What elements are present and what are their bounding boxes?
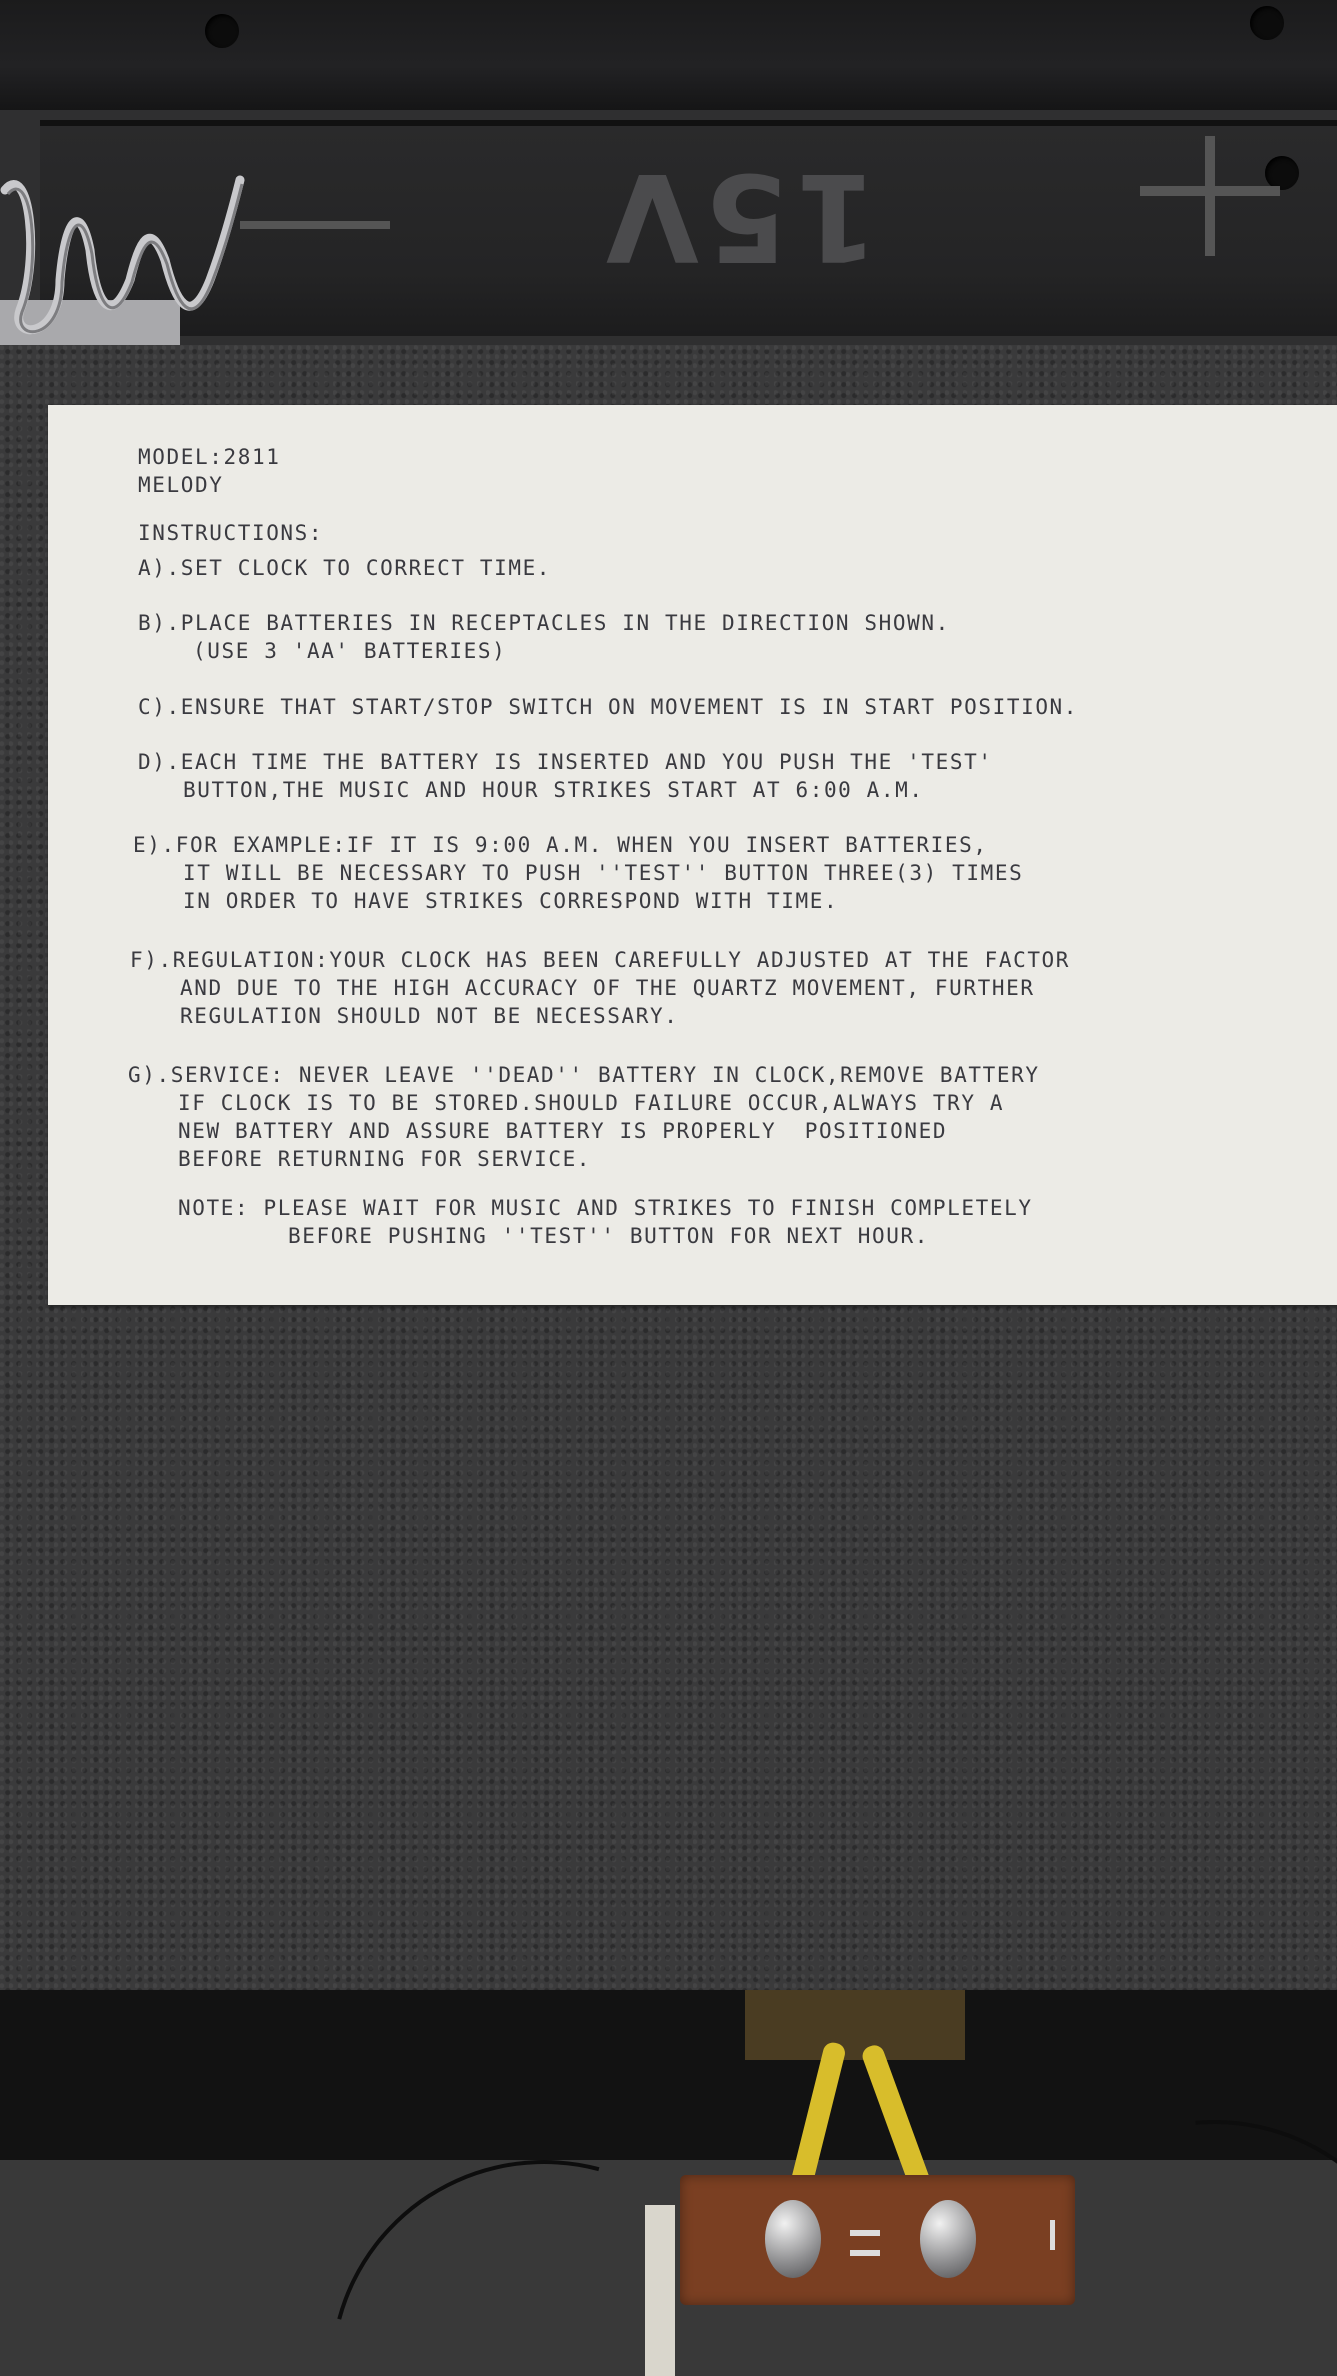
note-line: NOTE: PLEASE WAIT FOR MUSIC AND STRIKES TO FINISH COMPLETELY	[178, 1196, 1033, 1220]
note-line: BEFORE PUSHING ''TEST'' BUTTON FOR NEXT HOUR.	[288, 1224, 929, 1248]
instruction-e-line: IT WILL BE NECESSARY TO PUSH ''TEST'' BUTTON THREE(3) TIMES	[183, 861, 1024, 885]
circuit-board	[680, 2175, 1075, 2305]
embossed-voltage-mark: 15V	[600, 146, 878, 285]
instruction-c: C).ENSURE THAT START/STOP SWITCH ON MOVEMENT IS IN START POSITION.	[138, 695, 1079, 719]
screw-hole	[205, 14, 239, 48]
instruction-b: B).PLACE BATTERIES IN RECEPTACLES IN THE DIRECTION SHOWN.	[138, 611, 950, 635]
pcb-marking	[1050, 2220, 1055, 2250]
battery-spring	[0, 160, 250, 350]
minus-mark	[240, 221, 390, 229]
solder-joint	[920, 2200, 976, 2278]
instruction-g-line: IF CLOCK IS TO BE STORED.SHOULD FAILURE OCCUR,ALWAYS TRY A	[178, 1091, 1005, 1115]
pcb-marking	[850, 2230, 880, 2236]
instructions-heading: INSTRUCTIONS:	[138, 521, 324, 545]
instruction-f: F).REGULATION:YOUR CLOCK HAS BEEN CAREFULLY ADJUSTED AT THE FACTOR	[130, 948, 1071, 972]
solder-joint	[765, 2200, 821, 2278]
pcb-marking	[850, 2250, 880, 2256]
plus-mark	[1205, 136, 1215, 256]
screw-hole	[1265, 156, 1299, 190]
instruction-d-line: BUTTON,THE MUSIC AND HOUR STRIKES START AT 6:00 A.M.	[183, 778, 924, 802]
model-number: MODEL:2811	[138, 445, 281, 469]
instruction-g-line: NEW BATTERY AND ASSURE BATTERY IS PROPERLY POSITIONED	[178, 1119, 948, 1143]
instruction-f-line: AND DUE TO THE HIGH ACCURACY OF THE QUARTZ MOVEMENT, FURTHER	[180, 976, 1035, 1000]
battery-compartment-top	[0, 0, 1337, 110]
plastic-tab	[645, 2205, 675, 2376]
instruction-e-line: IN ORDER TO HAVE STRIKES CORRESPOND WITH TIME.	[183, 889, 839, 913]
instruction-a: A).SET CLOCK TO CORRECT TIME.	[138, 556, 552, 580]
instruction-label	[48, 405, 1337, 1305]
instruction-d: D).EACH TIME THE BATTERY IS INSERTED AND YOU PUSH THE 'TEST'	[138, 750, 993, 774]
screw-hole	[1250, 6, 1284, 40]
instruction-g-line: BEFORE RETURNING FOR SERVICE.	[178, 1147, 592, 1171]
instruction-g: G).SERVICE: NEVER LEAVE ''DEAD'' BATTERY IN CLOCK,REMOVE BATTERY	[128, 1063, 1040, 1087]
instruction-e: E).FOR EXAMPLE:IF IT IS 9:00 A.M. WHEN YOU INSERT BATTERIES,	[133, 833, 988, 857]
model-name: MELODY	[138, 473, 224, 497]
wire-slot	[745, 1990, 965, 2060]
instruction-f-line: REGULATION SHOULD NOT BE NECESSARY.	[180, 1004, 679, 1028]
instruction-b-line: (USE 3 'AA' BATTERIES)	[193, 639, 507, 663]
